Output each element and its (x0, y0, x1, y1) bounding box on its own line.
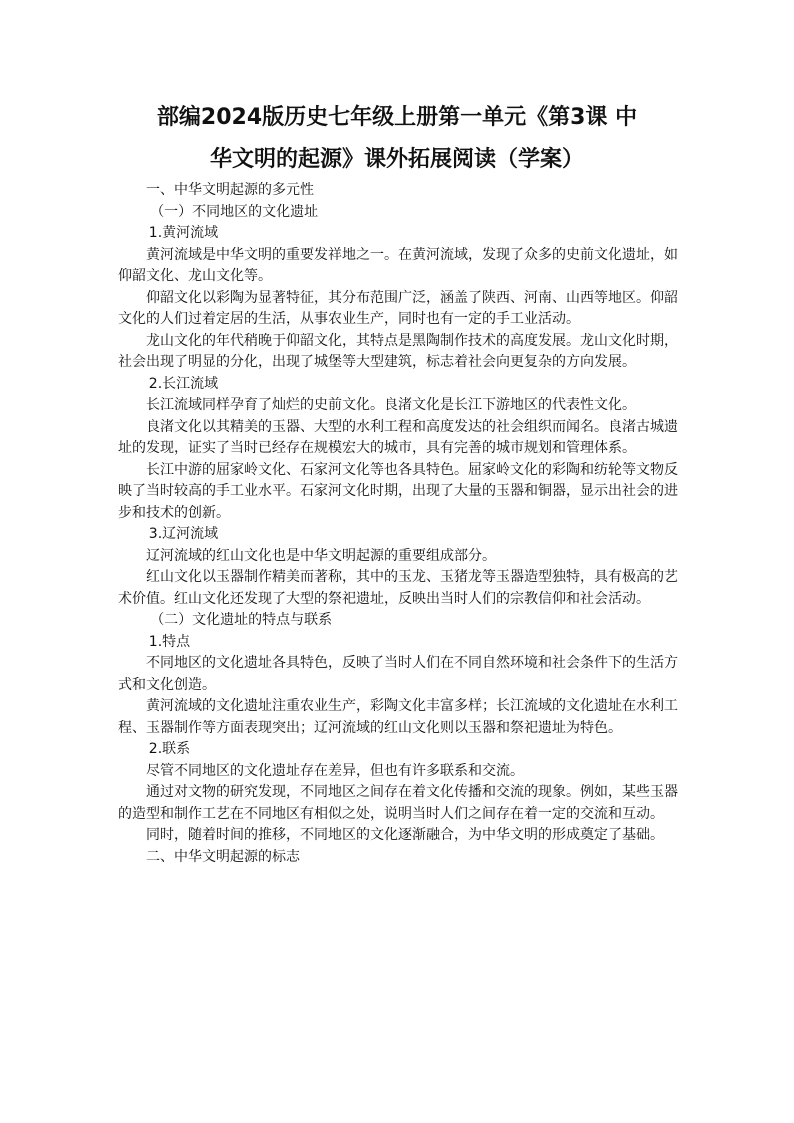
topic-heading: 2.长江流域 (148, 375, 219, 392)
topic-heading: 2.联系 (148, 741, 191, 757)
topic-heading: 1.特点 (148, 633, 191, 650)
paragraph: 黄河流域是中华文明的重要发祥地之一。在黄河流域，发现了众多的史前文化遗址，如仰韶文化、龙山文化等。 (118, 246, 678, 284)
paragraph: 龙山文化的年代稍晚于仰韶文化，其特点是黑陶制作技术的高度发展。龙山文化时期，社会出现了明显的分化，出现了城堡等大型建筑，标志着社会向更复杂的方向发展。 (118, 332, 678, 370)
paragraph: 通过对文物的研究发现，不同地区之间存在着文化传播和交流的现象。例如，某些玉器的造型和制作工艺在不同地区有相似之处，说明当时人们之间存在着一定的交流和互动。 (118, 784, 678, 822)
subsection-heading: （二）文化遗址的特点与联系 (150, 612, 333, 628)
paragraph: 红山文化以玉器制作精美而著称，其中的玉龙、玉猪龙等玉器造型独特，具有极高的艺术价值。红山文化还发现了大型的祭祀遗址，反映出当时人们的宗教信仰和社会活动。 (118, 569, 678, 607)
paragraph: 同时，随着时间的推移，不同地区的文化逐渐融合，为中华文明的形成奠定了基础。 (146, 827, 664, 843)
section-heading: 二、中华文明起源的标志 (146, 848, 300, 865)
document-title-line-1: 部编2024版历史七年级上册第一单元《第3课 中 (156, 105, 638, 130)
document-title-line-2: 华文明的起源》课外拓展阅读（学案） (209, 147, 584, 172)
topic-heading: 1.黄河流域 (148, 225, 219, 241)
subsection-heading: （一）不同地区的文化遗址 (150, 203, 319, 220)
paragraph: 辽河流域的红山文化也是中华文明起源的重要组成部分。 (146, 547, 496, 564)
document-body (118, 180, 678, 868)
topic-heading: 3.辽河流域 (148, 526, 219, 542)
paragraph: 长江中游的屈家岭文化、石家河文化等也各具特色。屈家岭文化的彩陶和纺轮等文物反映了当时较高的手工业水平。石家河文化时期，出现了大量的玉器和铜器，显示出社会的进步和技术的创新。 (118, 461, 678, 521)
section-heading: 一、中华文明起源的多元性 (146, 182, 314, 198)
paragraph: 长江流域同样孕育了灿烂的史前文化。良渚文化是长江下游地区的代表性文化。 (146, 397, 636, 413)
paragraph: 尽管不同地区的文化遗址存在差异，但也有许多联系和交流。 (146, 762, 524, 779)
paragraph: 黄河流域的文化遗址注重农业生产，彩陶文化丰富多样；长江流域的文化遗址在水利工程、玉器制作等方面表现突出；辽河流域的红山文化则以玉器和祭祀遗址为特色。 (118, 698, 678, 736)
paragraph: 不同地区的文化遗址各具特色，反映了当时人们在不同自然环境和社会条件下的生活方式和文化创造。 (118, 655, 678, 693)
paragraph: 仰韶文化以彩陶为显著特征，其分布范围广泛，涵盖了陕西、河南、山西等地区。仰韶文化的人们过着定居的生活，从事农业生产，同时也有一定的手工业活动。 (118, 289, 678, 327)
paragraph: 良渚文化以其精美的玉器、大型的水利工程和高度发达的社会组织而闻名。良渚古城遗址的发现，证实了当时已经存在规模宏大的城市，具有完善的城市规划和管理体系。 (118, 418, 678, 456)
